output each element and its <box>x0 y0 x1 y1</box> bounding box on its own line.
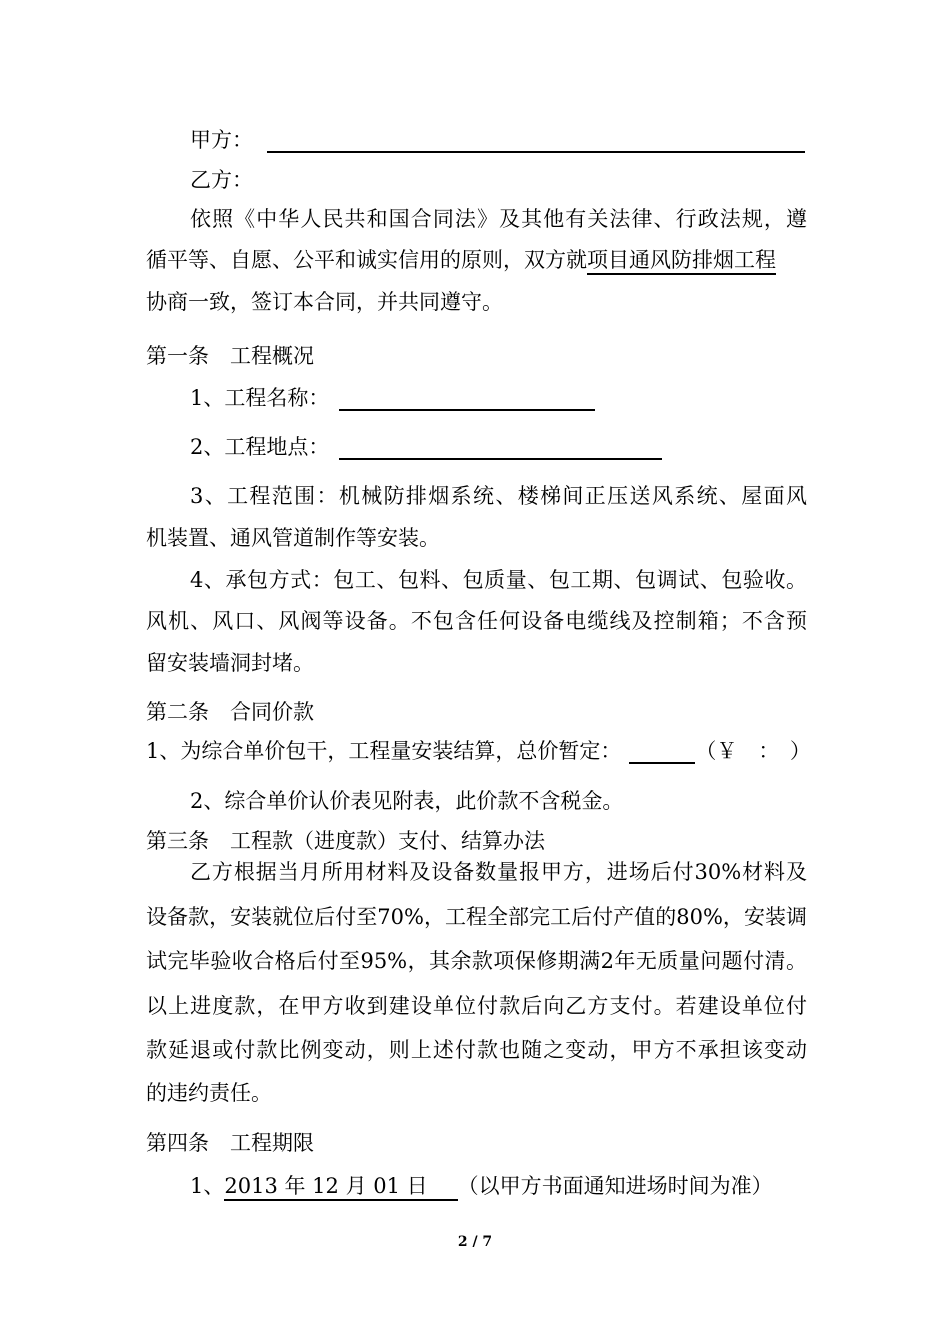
party-a-label: 甲方： <box>190 128 253 152</box>
duration-line <box>190 1171 773 1201</box>
payment-line-2: 设备款，安装就位后付至70%，工程全部完工后付产值的80%，安装调 <box>146 905 807 929</box>
intro-line-2 <box>146 245 776 275</box>
price-blank <box>629 740 695 764</box>
payment-line-6: 的违约责任。 <box>146 1081 272 1105</box>
intro-line-2-text: 循平等、自愿、公平和诚实信用的原则，双方就 <box>146 248 587 272</box>
project-name-label: 1、工程名称： <box>190 386 330 410</box>
party-b-label: 乙方： <box>190 168 253 192</box>
project-site-label: 2、工程地点： <box>190 435 330 459</box>
article-3-title: 第三条 工程款（进度款）支付、结算办法 <box>146 829 545 853</box>
scope-line-2: 机装置、通风管道制作等安装。 <box>146 526 440 550</box>
duration-index: 1、 <box>190 1174 225 1198</box>
scope-line-1: 3、工程范围：机械防排烟系统、楼梯间正压送风系统、屋面风 <box>190 484 807 508</box>
price-amount: （￥ ： ） <box>695 739 811 763</box>
intro-line-3: 协商一致，签订本合同，并共同遵守。 <box>146 290 503 314</box>
article-4-title: 第四条 工程期限 <box>146 1131 314 1155</box>
price-text: 1、为综合单价包干，工程量安装结算，总价暂定： <box>146 739 622 763</box>
contract-mode-line-1: 4、承包方式：包工、包料、包质量、包工期、包调试、包验收。 <box>190 568 807 592</box>
price-table-note: 2、综合单价认价表见附表，此价款不含税金。 <box>190 789 624 813</box>
payment-line-5: 款延退或付款比例变动，则上述付款也随之变动，甲方不承担该变动 <box>146 1038 807 1062</box>
party-a-line <box>190 125 805 155</box>
article-1-title: 第一条 工程概况 <box>146 344 314 368</box>
intro-line-1: 依照《中华人民共和国合同法》及其他有关法律、行政法规，遵 <box>190 207 807 231</box>
contract-mode-line-3: 留安装墙洞封堵。 <box>146 651 314 675</box>
contract-mode-line-2: 风机、风口、风阀等设备。不包含任何设备电缆线及控制箱；不含预 <box>146 609 807 633</box>
project-site-line <box>190 432 662 462</box>
party-a-blank <box>267 129 805 153</box>
payment-line-1: 乙方根据当月所用材料及设备数量报甲方，进场后付30%材料及 <box>190 860 807 884</box>
start-date: 2013 年 12 月 01 日 <box>224 1173 457 1201</box>
project-name-blank <box>339 387 595 411</box>
project-name-underlined: 项目通风防排烟工程 <box>587 247 776 275</box>
project-name-line <box>190 383 595 413</box>
duration-note: （以甲方书面通知进场时间为准） <box>457 1174 773 1198</box>
payment-line-3: 试完毕验收合格后付至95%，其余款项保修期满2年无质量问题付清。 <box>146 949 807 973</box>
page-number: 2 / 7 <box>457 1234 493 1250</box>
payment-line-4: 以上进度款，在甲方收到建设单位付款后向乙方支付。若建设单位付 <box>146 994 807 1018</box>
project-site-blank <box>339 436 662 460</box>
article-2-title: 第二条 合同价款 <box>146 700 314 724</box>
price-line <box>146 736 811 766</box>
